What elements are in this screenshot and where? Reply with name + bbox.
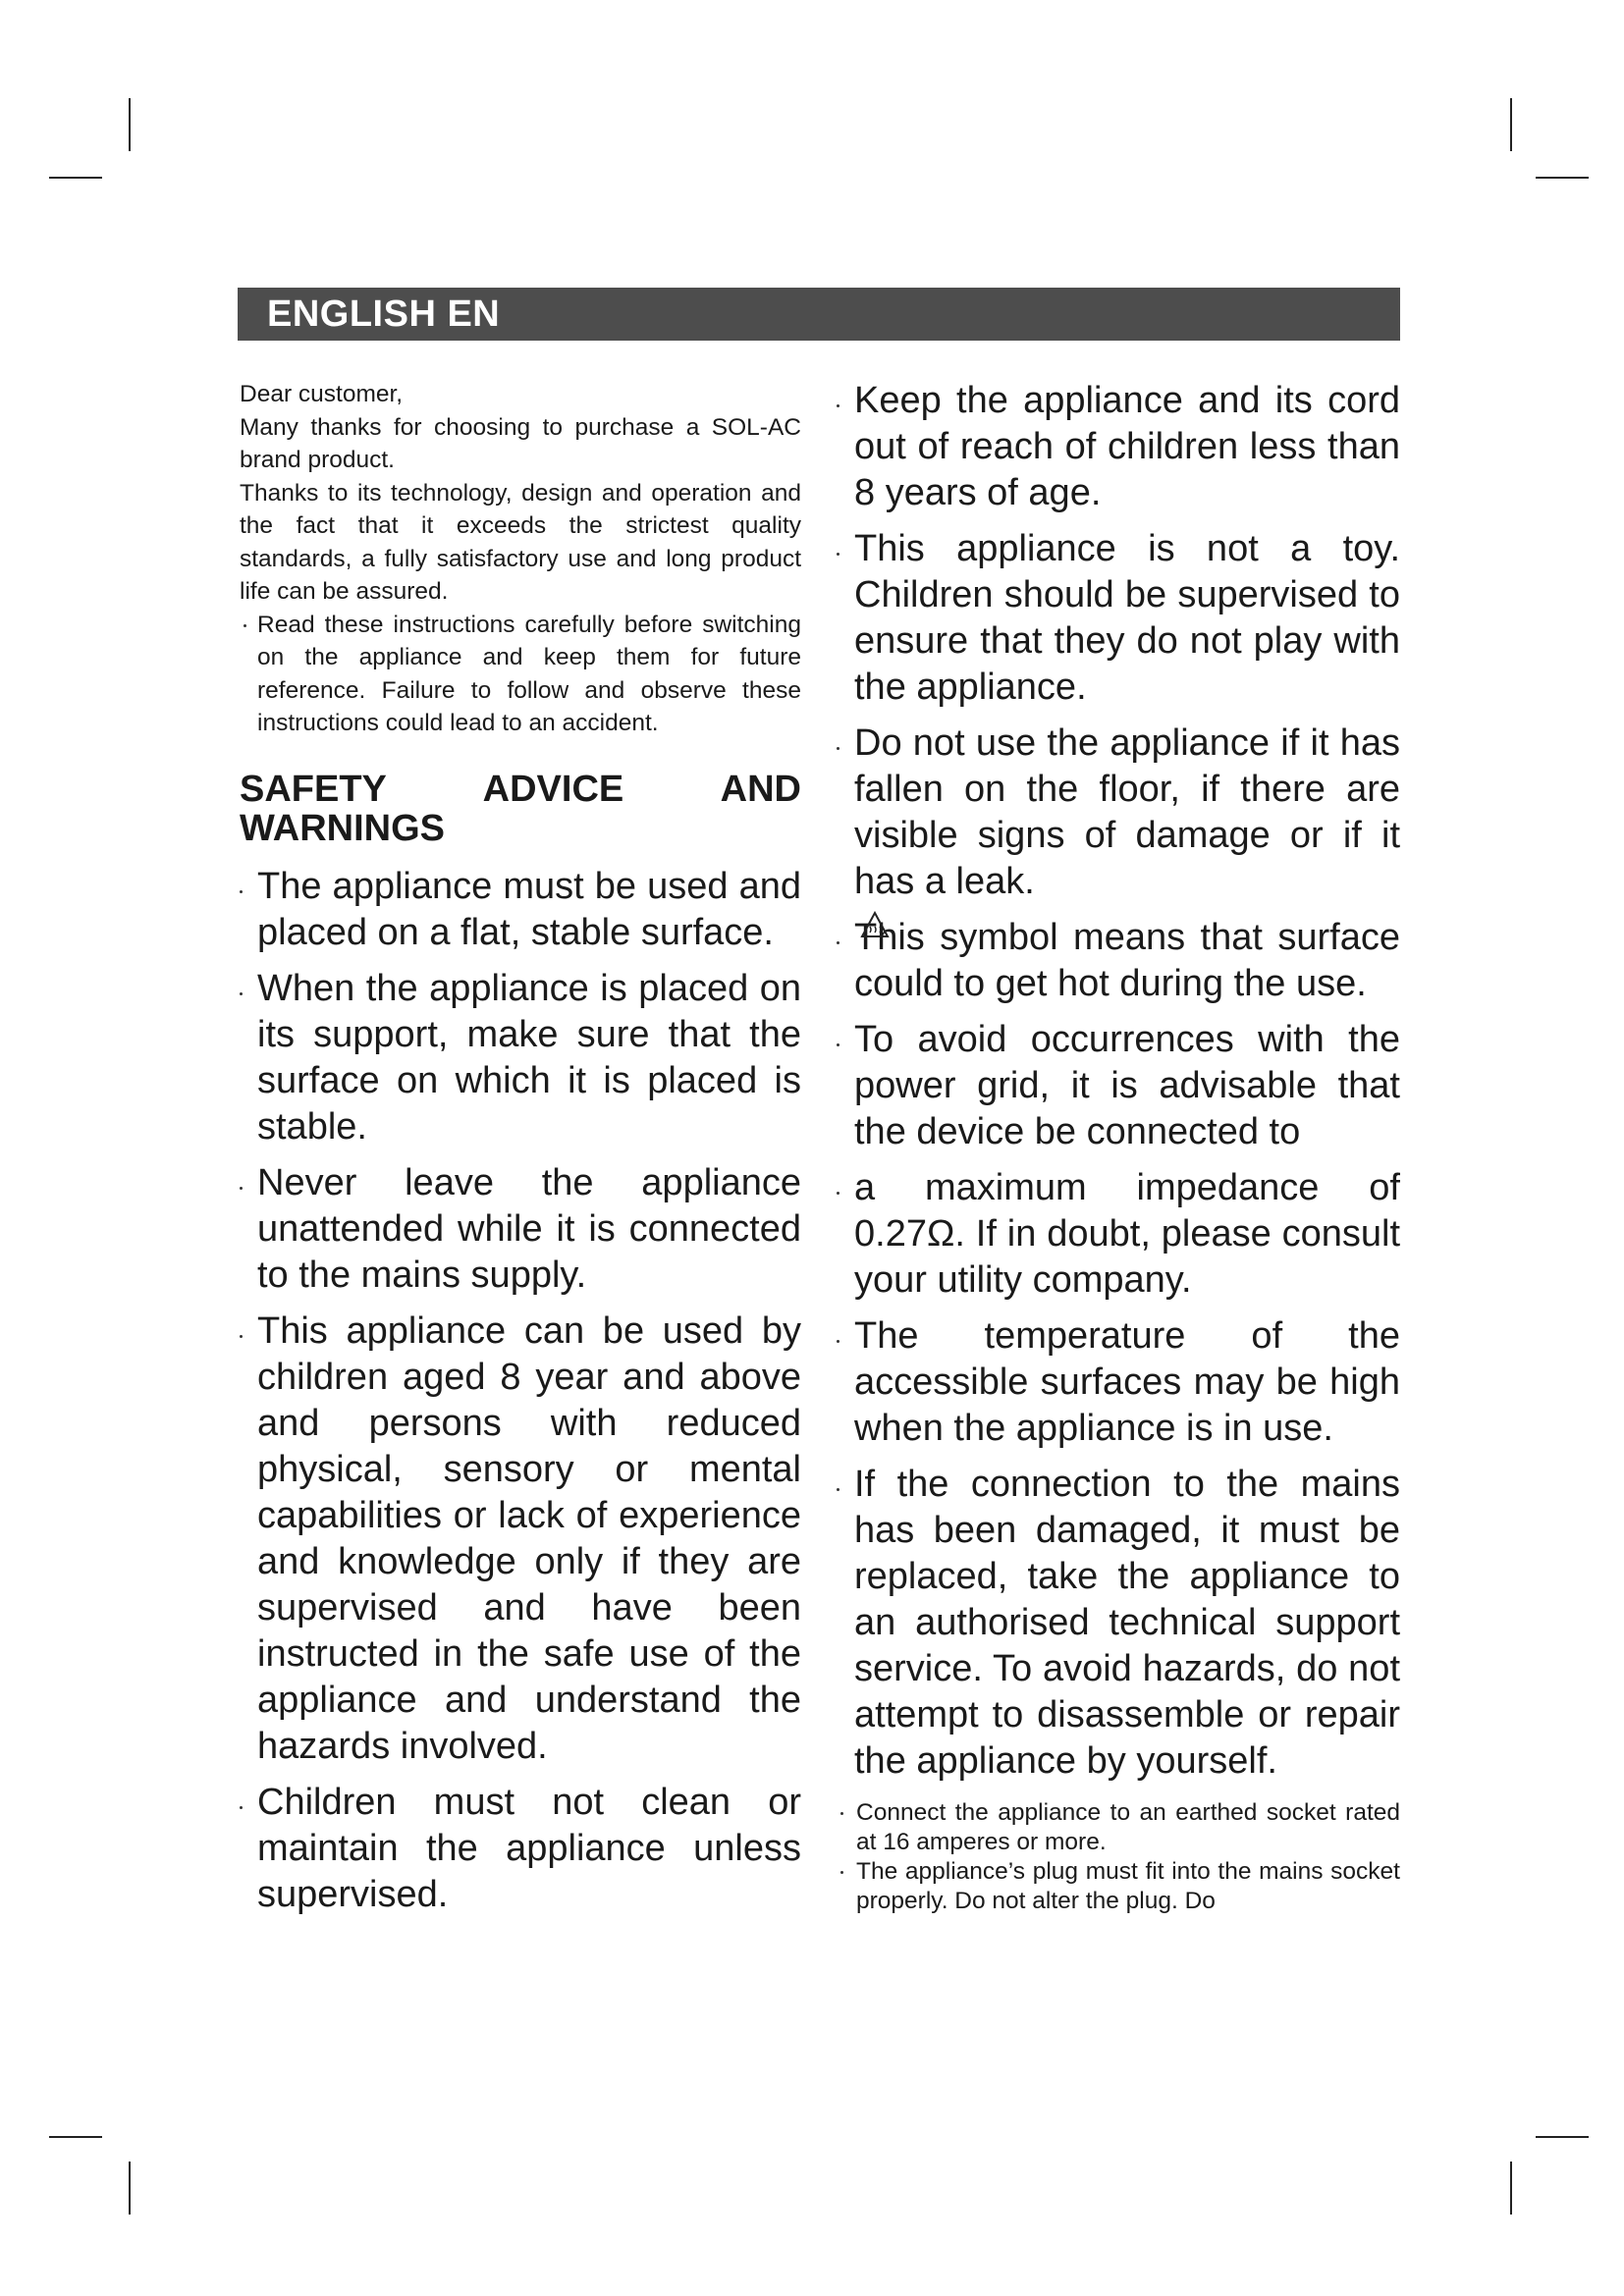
safety-heading: SAFETY ADVICE AND WARNINGS	[240, 768, 801, 849]
hot-surface-item	[837, 915, 1400, 1007]
list-item: Children must not clean or maintain the appliance unless supervised.	[240, 1780, 801, 1918]
crop-mark-bottom-left-vertical	[129, 2162, 131, 2215]
crop-mark-bottom-right-horizontal	[1536, 2136, 1589, 2138]
intro-list	[240, 609, 801, 740]
crop-mark-top-right-horizontal	[1536, 177, 1589, 179]
list-item: a maximum impedance of 0.27Ω. If in doubt, please consult your utility company.	[837, 1165, 1400, 1304]
list-item: The appliance’s plug must fit into the mains socket properly. Do not alter the plug. Do	[837, 1857, 1400, 1916]
list-item: Keep the appliance and its cord out of reach of children less than 8 years of age.	[837, 378, 1400, 516]
hot-surface-warning-icon	[860, 911, 890, 938]
safety-list-left	[240, 864, 801, 1918]
list-item: Do not use the appliance if it has fallen on the floor, if there are visible signs of damage or if it has a leak.	[837, 721, 1400, 905]
intro-greeting: Dear customer,	[240, 381, 404, 407]
safety-list-right	[837, 378, 1400, 1785]
list-item: The appliance must be used and placed on a flat, stable surface.	[240, 864, 801, 956]
left-column	[240, 378, 801, 1928]
list-item: When the appliance is placed on its support, make sure that the surface on which it is placed is stable.	[240, 966, 801, 1150]
crop-mark-bottom-right-vertical	[1510, 2162, 1512, 2215]
list-item: This appliance is not a toy. Children should be supervised to ensure that they do not play with the appliance.	[837, 526, 1400, 711]
list-item: Connect the appliance to an earthed socket rated at 16 amperes or more.	[837, 1798, 1400, 1857]
crop-mark-top-left-vertical	[129, 98, 131, 151]
hot-surface-text: This symbol means that surface could to get hot during the use.	[854, 917, 1400, 1004]
list-item: The temperature of the accessible surfaces may be high when the appliance is in use.	[837, 1313, 1400, 1452]
list-item: If the connection to the mains has been damaged, it must be replaced, take the appliance to an authorised technical support service. To avoid hazards, do not attempt to disassemble or repair the appliance by yourself.	[837, 1462, 1400, 1785]
safety-list-right-small	[837, 1798, 1400, 1916]
list-item: This appliance can be used by children aged 8 year and above and persons with reduced physical, sensory or mental capabilities or lack of experience and knowledge only if they are supervised and have been instructed in the safe use of the appliance and understand the hazards involved.	[240, 1308, 801, 1770]
intro-read-instructions: Read these instructions carefully before switching on the appliance and keep them for future reference. Failure to follow and observe these instructions could lead to an accident.	[240, 609, 801, 740]
list-item: To avoid occurrences with the power grid, it is advisable that the device be connected to	[837, 1017, 1400, 1155]
list-item: Never leave the appliance unattended while it is connected to the mains supply.	[240, 1160, 801, 1299]
crop-mark-top-right-vertical	[1510, 98, 1512, 151]
crop-mark-bottom-left-horizontal	[49, 2136, 102, 2138]
intro-thanks: Many thanks for choosing to purchase a SOL-AC brand product.	[240, 413, 801, 473]
right-column	[837, 378, 1400, 1916]
intro-technology: Thanks to its technology, design and operation and the fact that it exceeds the strictest quality standards, a fully satisfactory use and long product life can be assured.	[240, 479, 801, 605]
language-header: ENGLISH EN	[238, 288, 1400, 341]
crop-mark-top-left-horizontal	[49, 177, 102, 179]
